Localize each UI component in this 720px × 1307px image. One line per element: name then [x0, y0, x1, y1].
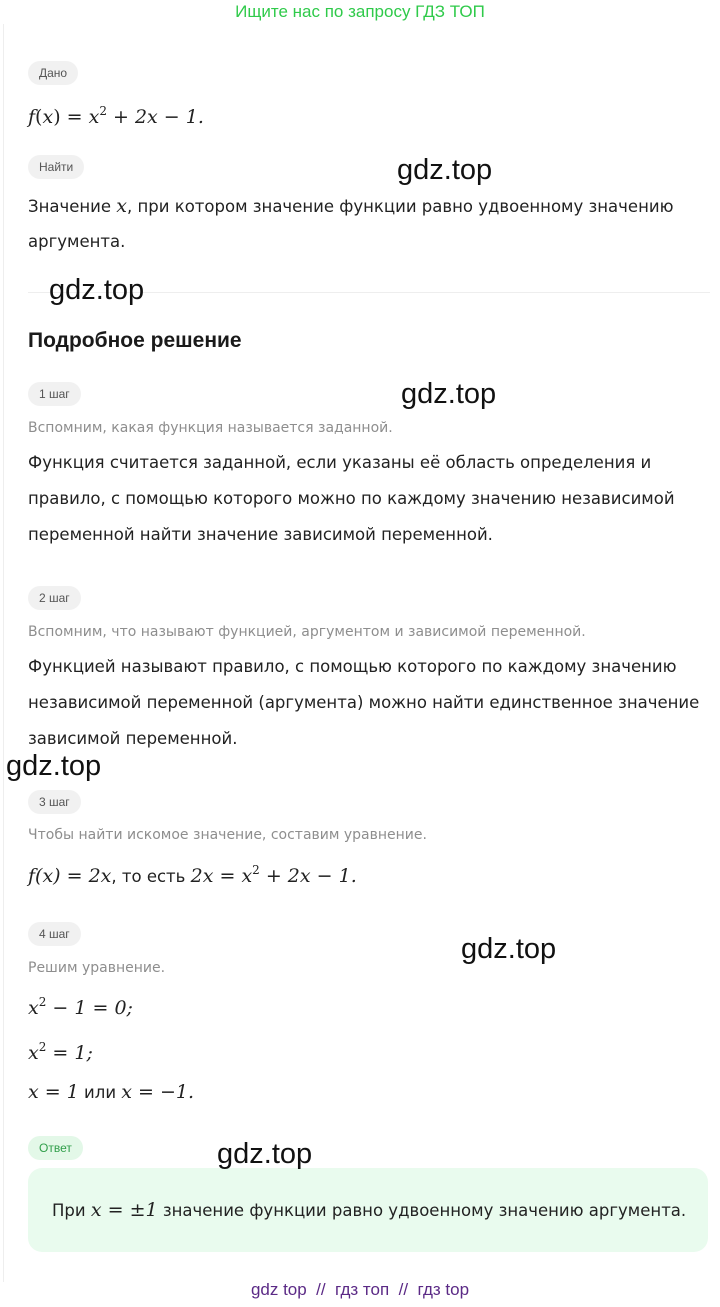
- find-text-line-2: аргумента.: [28, 232, 126, 251]
- step-1-line-3: переменной найти значение зависимой переменной.: [28, 525, 493, 544]
- step-2-label: 2 шаг: [28, 586, 81, 610]
- step-1-label: 1 шаг: [28, 382, 81, 406]
- answer-text: При x = ±1 значение функции равно удвоенному значению аргумента.: [52, 1199, 687, 1221]
- step-3-equation: f(x) = 2x, то есть $2x = x^2 + 2x - 1$.: [28, 863, 357, 887]
- watermark: gdz.top: [6, 750, 102, 782]
- step-1-line-2: правило, с помощью которого можно по каждому значению независимой: [28, 489, 675, 508]
- step-3-hint: Чтобы найти искомое значение, составим уравнение.: [28, 827, 427, 843]
- watermark: gdz.top: [397, 154, 493, 186]
- step-4-label: 4 шаг: [28, 922, 81, 946]
- step-4-hint: Решим уравнение.: [28, 960, 166, 976]
- step-1-line-1: Функция считается заданной, если указаны её область определения и: [28, 453, 652, 472]
- watermark: gdz.top: [49, 274, 145, 306]
- solution-title: Подробное решение: [28, 329, 242, 352]
- step-2-line-3: зависимой переменной.: [28, 729, 238, 748]
- find-label: Найти: [28, 155, 84, 179]
- watermark: gdz.top: [401, 378, 497, 410]
- find-text-line-1: Значение x, при котором значение функции равно удвоенному значению: [28, 195, 674, 217]
- step-2-line-2: независимой переменной (аргумента) можно найти единственное значение: [28, 693, 700, 712]
- watermark: gdz.top: [461, 933, 557, 965]
- step-1-hint: Вспомним, какая функция называется заданной.: [28, 420, 393, 436]
- step-4-equation-3: x = 1 или x = −1.: [28, 1081, 195, 1103]
- step-3-label: 3 шаг: [28, 790, 81, 814]
- search-banner: Ищите нас по запросу ГДЗ ТОП: [235, 2, 485, 21]
- step-4-equation-2: $x^2 = 1$;: [28, 1040, 93, 1064]
- step-2-hint: Вспомним, что называют функцией, аргументом и зависимой переменной.: [28, 624, 586, 640]
- step-4-equation-1: $x^2 - 1 = 0$;: [28, 995, 133, 1019]
- given-label: Дано: [28, 61, 78, 85]
- given-formula: [28, 101, 204, 128]
- answer-label: Ответ: [28, 1136, 83, 1160]
- footer-links[interactable]: gdz top // гдз топ // гдз top: [250, 1280, 470, 1299]
- left-rule: [3, 24, 4, 1282]
- given-formula-math: $f(x) = x^2 + 2x - 1$.: [28, 104, 204, 128]
- answer-box: [28, 1168, 708, 1252]
- watermark: gdz.top: [217, 1138, 313, 1170]
- step-2-line-1: Функцией называют правило, с помощью которого по каждому значению: [28, 657, 677, 676]
